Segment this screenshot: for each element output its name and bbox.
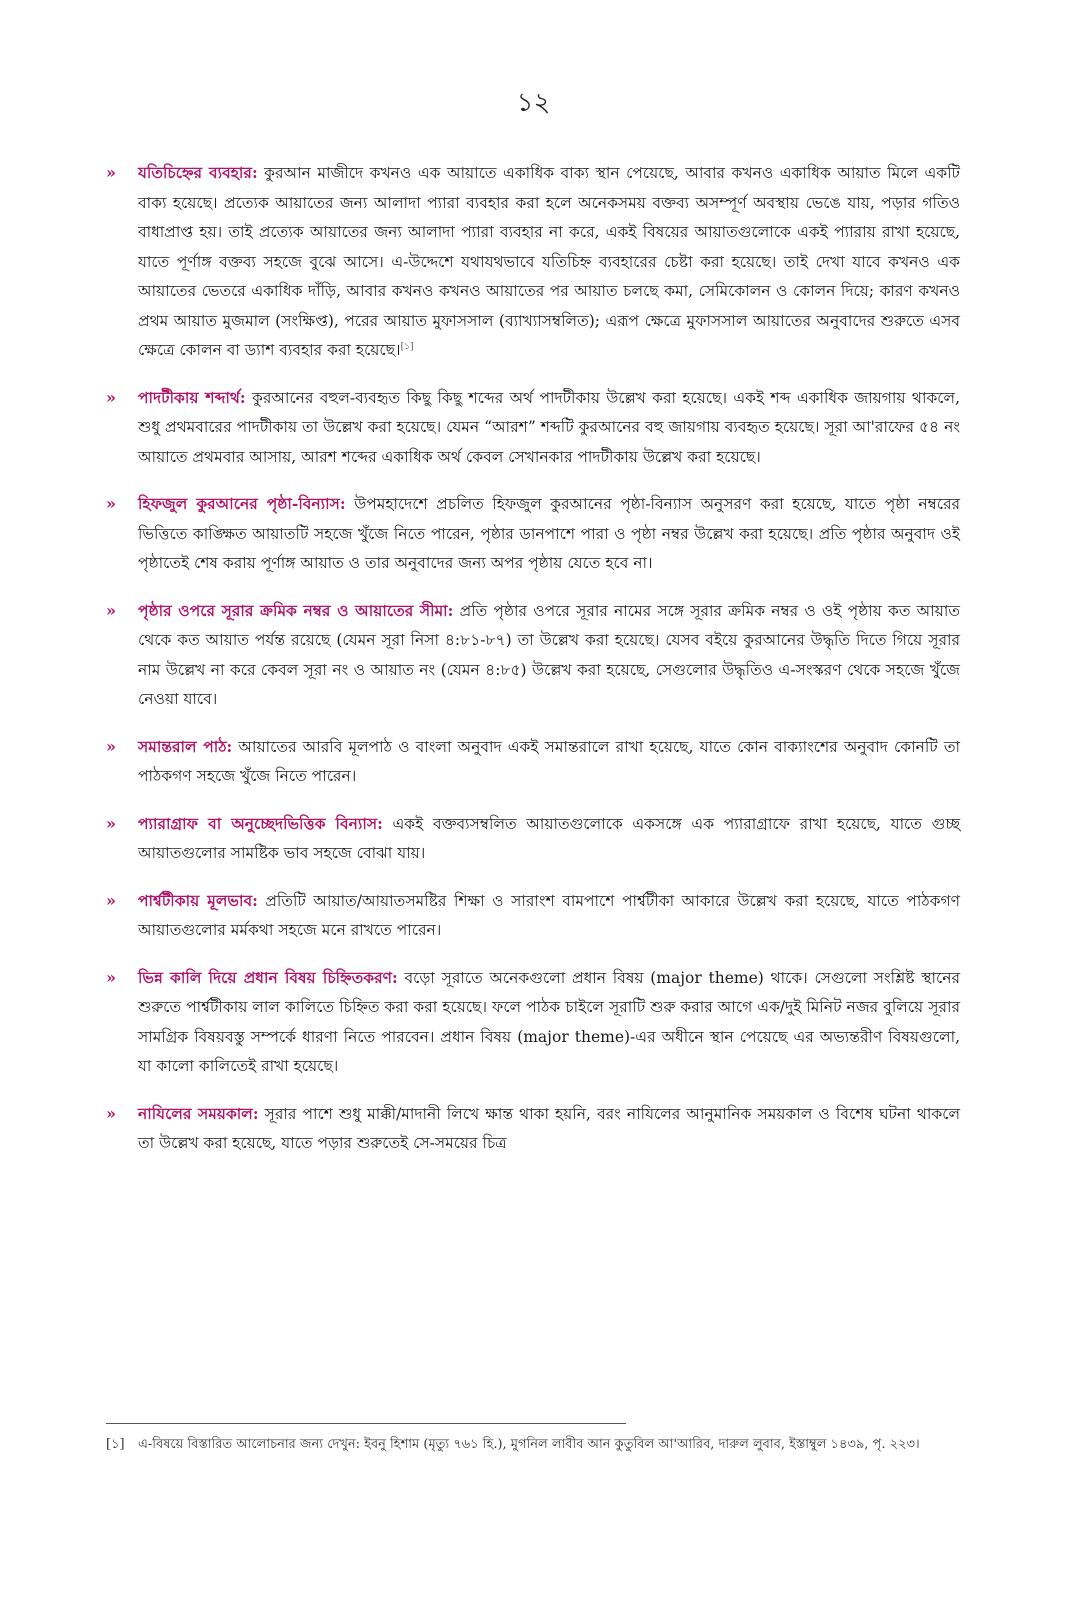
item-text: সূরার পাশে শুধু মাক্কী/মাদানী লিখে ক্ষান্ত থাকা হয়নি, বরং নাযিলের আনুমানিক সময়কাল ও বিশেষ ঘটনা থাকলে তা উল্লেখ করা হয়েছে, যাতে পড়ার শুরুতেই সে-সময়ের চিত্র xyxy=(138,1104,960,1152)
item-heading: পার্শ্বটীকায় মূলভাব: xyxy=(138,890,258,910)
item-text: বড়ো সূরাতে অনেকগুলো প্রধান বিষয় (major theme) থাকে। সেগুলো সংশ্লিষ্ট স্থানের শুরুতে পার্শ্বটীকায় লাল কালিতে চিহ্নিত করা করা হয়েছে। ফলে পাঠক চাইলে সূরাটি শুরু করার আগে এক/দুই মিনিট নজর বুলিয়ে সূরার সামগ্রিক বিষয়বস্তু সম্পর্কে ধারণা নিতে পারবেন। প্রধান বিষয় (major theme)-এর অধীনে স্থান পেয়েছে এর অভ্যন্তরীণ বিষয়গুলো, যা কালো কালিতেই রাখা হয়েছে। xyxy=(138,968,960,1075)
item-text: আয়াতের আরবি মূলপাঠ ও বাংলা অনুবাদ একই সমান্তরালে রাখা হয়েছে, যাতে কোন বাক্যাংশের অনুবাদ কোনটি তা পাঠকগণ সহজে খুঁজে নিতে পারেন। xyxy=(138,737,960,785)
footnote-mark: [১] xyxy=(106,1437,125,1452)
item-text: একই বক্তব্যসম্বলিত আয়াতগুলোকে একসঙ্গে এক প্যারাগ্রাফে রাখা হয়েছে, যাতে গুচ্ছ আয়াতগুলোর সামষ্টিক ভাব সহজে বোঝা যায়। xyxy=(138,814,960,862)
bullet-icon: » xyxy=(106,967,116,987)
list-item xyxy=(106,732,960,792)
bullet-icon: » xyxy=(106,736,116,756)
item-text: প্রতিটি আয়াত/আয়াতসমষ্টির শিক্ষা ও সারাংশ বামপাশে পার্শ্বটীকা আকারে উল্লেখ করা হয়েছে, যাতে পাঠকগণ আয়াতগুলোর মর্মকথা সহজে মনে রাখতে পারেন। xyxy=(138,891,960,939)
item-text: প্রতি পৃষ্ঠার ওপরে সূরার নামের সঙ্গে সূরার ক্রমিক নম্বর ও ওই পৃষ্ঠায় কত আয়াত থেকে কত আয়াত পর্যন্ত রয়েছে (যেমন সূরা নিসা ৪:৮১-৮৭) তা উল্লেখ করা হয়েছে। যেসব বইয়ে কুরআনের উদ্ধৃতি দিতে গিয়ে সূরার নাম উল্লেখ না করে কেবল সূরা নং ও আয়াত নং (যেমন ৪:৮৫) উল্লেখ করা হয়েছে, সেগুলোর উদ্ধৃতিও এ-সংস্করণ থেকে সহজে খুঁজে নেওয়া যাবে। xyxy=(138,601,960,708)
item-heading: নাযিলের সময়কাল: xyxy=(138,1103,259,1123)
bullet-icon: » xyxy=(106,890,116,910)
bullet-icon: » xyxy=(106,163,116,182)
footnote-divider xyxy=(106,1423,626,1424)
list-item xyxy=(106,1099,960,1159)
item-heading: ভিন্ন কালি দিয়ে প্রধান বিষয় চিহ্নিতকরণ: xyxy=(138,967,398,987)
page-number: ১২ xyxy=(516,88,551,118)
footnote xyxy=(106,1432,960,1457)
bullet-icon: » xyxy=(106,813,116,833)
item-heading: পাদটীকায় শব্দার্থ: xyxy=(138,387,246,407)
bullet-icon: » xyxy=(106,600,116,620)
list-item xyxy=(106,963,960,1082)
footnote-ref[interactable]: [১] xyxy=(400,341,414,352)
item-text: উপমহাদেশে প্রচলিত হিফজুল কুরআনের পৃষ্ঠা-বিন্যাস অনুসরণ করা হয়েছে, যাতে পৃষ্ঠা নম্বরের ভিত্তিতে কাঙ্ক্ষিত আয়াতটি সহজে খুঁজে নিতে পারেন, পৃষ্ঠার ডানপাশে পারা ও পৃষ্ঠা নম্বর উল্লেখ করা হয়েছে। প্রতি পৃষ্ঠার অনুবাদ ওই পৃষ্ঠাতেই শেষ করায় পূর্ণাঙ্গ আয়াত ও তার অনুবাদের জন্য অপর পৃষ্ঠায় যেতে হবে না। xyxy=(138,495,960,572)
footnote-text: এ-বিষয়ে বিস্তারিত আলোচনার জন্য দেখুন: ইবনু হিশাম (মৃত্যু ৭৬১ হি.), মুগনিল লাবীব আন কুতুবিল আ'আরিব, দারুল লুবাব, ইস্তাম্বুল ১৪৩৯, পৃ. ২২৩। xyxy=(138,1437,920,1452)
item-heading: প্যারাগ্রাফ বা অনুচ্ছেদভিত্তিক বিন্যাস: xyxy=(138,813,383,833)
bullet-icon: » xyxy=(106,494,116,513)
main-content xyxy=(106,158,960,1176)
list-item xyxy=(106,383,960,473)
item-heading: হিফজুল কুরআনের পৃষ্ঠা-বিন্যাস: xyxy=(138,494,346,513)
item-heading: সমান্তরাল পাঠ: xyxy=(138,736,233,756)
item-text: কুরআনের বহুল-ব্যবহৃত কিছু কিছু শব্দের অর্থ পাদটীকায় উল্লেখ করা হয়েছে। একই শব্দ একাধিক জায়গায় থাকলে, শুধু প্রথমবারের পাদটীকায় তা উল্লেখ করা হয়েছে। যেমন “আরশ” শব্দটি কুরআনের বহু জায়গায় ব্যবহৃত হয়েছে। সূরা আ'রাফের ৫৪ নং আয়াতে প্রথমবার আসায়, আরশ শব্দের একাধিক অর্থ কেবল সেখানকার পাদটীকায় উল্লেখ করা হয়েছে। xyxy=(138,388,960,466)
item-heading: পৃষ্ঠার ওপরে সূরার ক্রমিক নম্বর ও আয়াতের সীমা: xyxy=(138,600,454,620)
item-heading: যতিচিহ্নের ব্যবহার: xyxy=(138,163,258,182)
list-item xyxy=(106,158,960,366)
list-item xyxy=(106,596,960,715)
list-item xyxy=(106,489,960,579)
list-item xyxy=(106,886,960,946)
bullet-icon: » xyxy=(106,387,116,407)
bullet-icon: » xyxy=(106,1103,116,1123)
list-item xyxy=(106,809,960,869)
item-text: কুরআন মাজীদে কখনও এক আয়াতে একাধিক বাক্য স্থান পেয়েছে, আবার কখনও একাধিক আয়াত মিলে একটি বাক্য হয়েছে। প্রত্যেক আয়াতের জন্য আলাদা প্যারা ব্যবহার করা হলে অনেকসময় বক্তব্য অসম্পূর্ণ অবস্থায় ভেঙে যায়, পড়ার গতিও বাধাপ্রাপ্ত হয়। তাই প্রত্যেক আয়াতের জন্য আলাদা প্যারা ব্যবহার না করে, একই বিষয়ের আয়াতগুলোকে একই প্যারায় রাখা হয়েছে, যাতে পূর্ণাঙ্গ বক্তব্য সহজে বুঝে আসে। এ-উদ্দেশে যথাযথভাবে যতিচিহ্ন ব্যবহারের চেষ্টা করা হয়েছে। তাই দেখা যাবে কখনও এক আয়াতের ভেতরে একাধিক দাঁড়ি, আবার কখনও কখনও আয়াতের পর আয়াত চলছে কমা, সেমিকোলন ও কোলন দিয়ে; কারণ কখনও প্রথম আয়াত মুজমাল (সংক্ষিপ্ত), পরের আয়াত মুফাসসাল (ব্যাখ্যাসম্বলিত); এরূপ ক্ষেত্রে মুফাসসাল আয়াতের অনুবাদের শুরুতে এসব ক্ষেত্রে কোলন বা ড্যাশ ব্যবহার করা হয়েছে। xyxy=(138,164,960,359)
